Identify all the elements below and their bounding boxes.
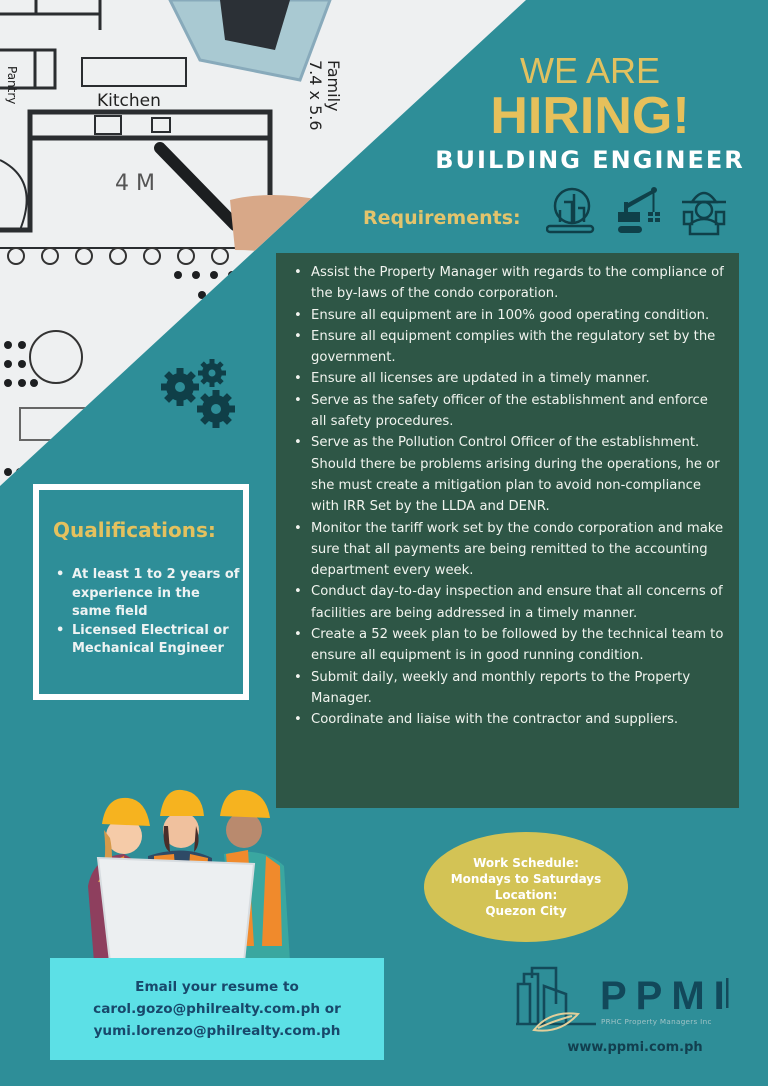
requirement-item: • Monitor the tariff work set by the condo corporation and make sure that all payments are being remitted to the accounting department every week. <box>294 518 725 582</box>
engineer-worker-icon <box>678 184 730 236</box>
qualifications-list <box>53 566 243 659</box>
work-schedule-badge <box>424 832 628 942</box>
requirement-item: • Ensure all licenses are updated in a timely manner. <box>294 368 725 389</box>
requirement-item: • Create a 52 week plan to be followed by the technical team to ensure all equipment is in good running condition. <box>294 624 725 667</box>
email-link-1[interactable]: carol.gozo@philrealty.com.ph or <box>93 1001 341 1017</box>
requirement-item: • Coordinate and liaise with the contractor and suppliers. <box>294 709 725 730</box>
requirement-item: • Serve as the Pollution Control Officer of the establishment. Should there be problems arising during the operations, he or she must create a mitigation plan to avoid non-compliance with IRR Set by the LLDA and DENR. <box>294 432 725 517</box>
location-value: Quezon City <box>485 904 567 918</box>
schedule-value: Mondays to Saturdays <box>450 872 602 886</box>
location-label: Location: <box>494 888 558 902</box>
factory-gear-wrench-icon <box>546 184 598 236</box>
svg-text:4 M: 4 M <box>115 171 155 196</box>
requirements-panel <box>276 253 739 808</box>
svg-text:Pantry: Pantry <box>5 66 19 105</box>
qualifications-title: Qualifications: <box>53 518 216 542</box>
crane-icon <box>612 184 664 236</box>
website-link[interactable]: www.ppmi.com.ph <box>567 1040 703 1055</box>
requirement-item: • Ensure all equipment are in 100% good operating condition. <box>294 305 725 326</box>
svg-text:7.4 x 5.6: 7.4 x 5.6 <box>306 60 325 131</box>
email-contact-box <box>50 958 384 1060</box>
email-link-2[interactable]: yumi.lorenzo@philrealty.com.ph <box>93 1023 341 1039</box>
kitchen-label: Kitchen <box>97 91 161 111</box>
hiring-heading: HIRING! <box>490 87 690 145</box>
requirements-title: Requirements: <box>363 207 521 229</box>
logo-text: PPMI <box>600 974 734 1018</box>
requirements-list <box>294 262 725 731</box>
requirement-item: • Ensure all equipment complies with the regulatory set by the government. <box>294 326 725 369</box>
requirement-item: • Submit daily, weekly and monthly reports to the Property Manager. <box>294 667 725 710</box>
logo-subtitle: PRHC Property Managers Inc <box>601 1017 712 1026</box>
qualifications-box <box>33 484 249 700</box>
job-title: BUILDING ENGINEER <box>435 146 745 174</box>
qualification-item: • At least 1 to 2 years of experience in the same field <box>53 566 243 622</box>
schedule-label: Work Schedule: <box>473 856 579 870</box>
qualification-item: • Licensed Electrical or Mechanical Engineer <box>53 622 243 659</box>
requirement-item: • Conduct day-to-day inspection and ensure that all concerns of facilities are being addressed in a timely manner. <box>294 581 725 624</box>
engineers-illustration <box>84 786 294 962</box>
we-are-heading: WE ARE <box>519 50 661 91</box>
requirement-item: • Assist the Property Manager with regards to the compliance of the by-laws of the condo corporation. <box>294 262 725 305</box>
svg-text:Family: Family <box>324 60 343 112</box>
gears-icon <box>160 355 242 433</box>
requirements-icons <box>546 184 730 236</box>
email-intro: Email your resume to <box>135 979 299 995</box>
requirement-item: • Serve as the safety officer of the establishment and enforce all safety procedures. <box>294 390 725 433</box>
